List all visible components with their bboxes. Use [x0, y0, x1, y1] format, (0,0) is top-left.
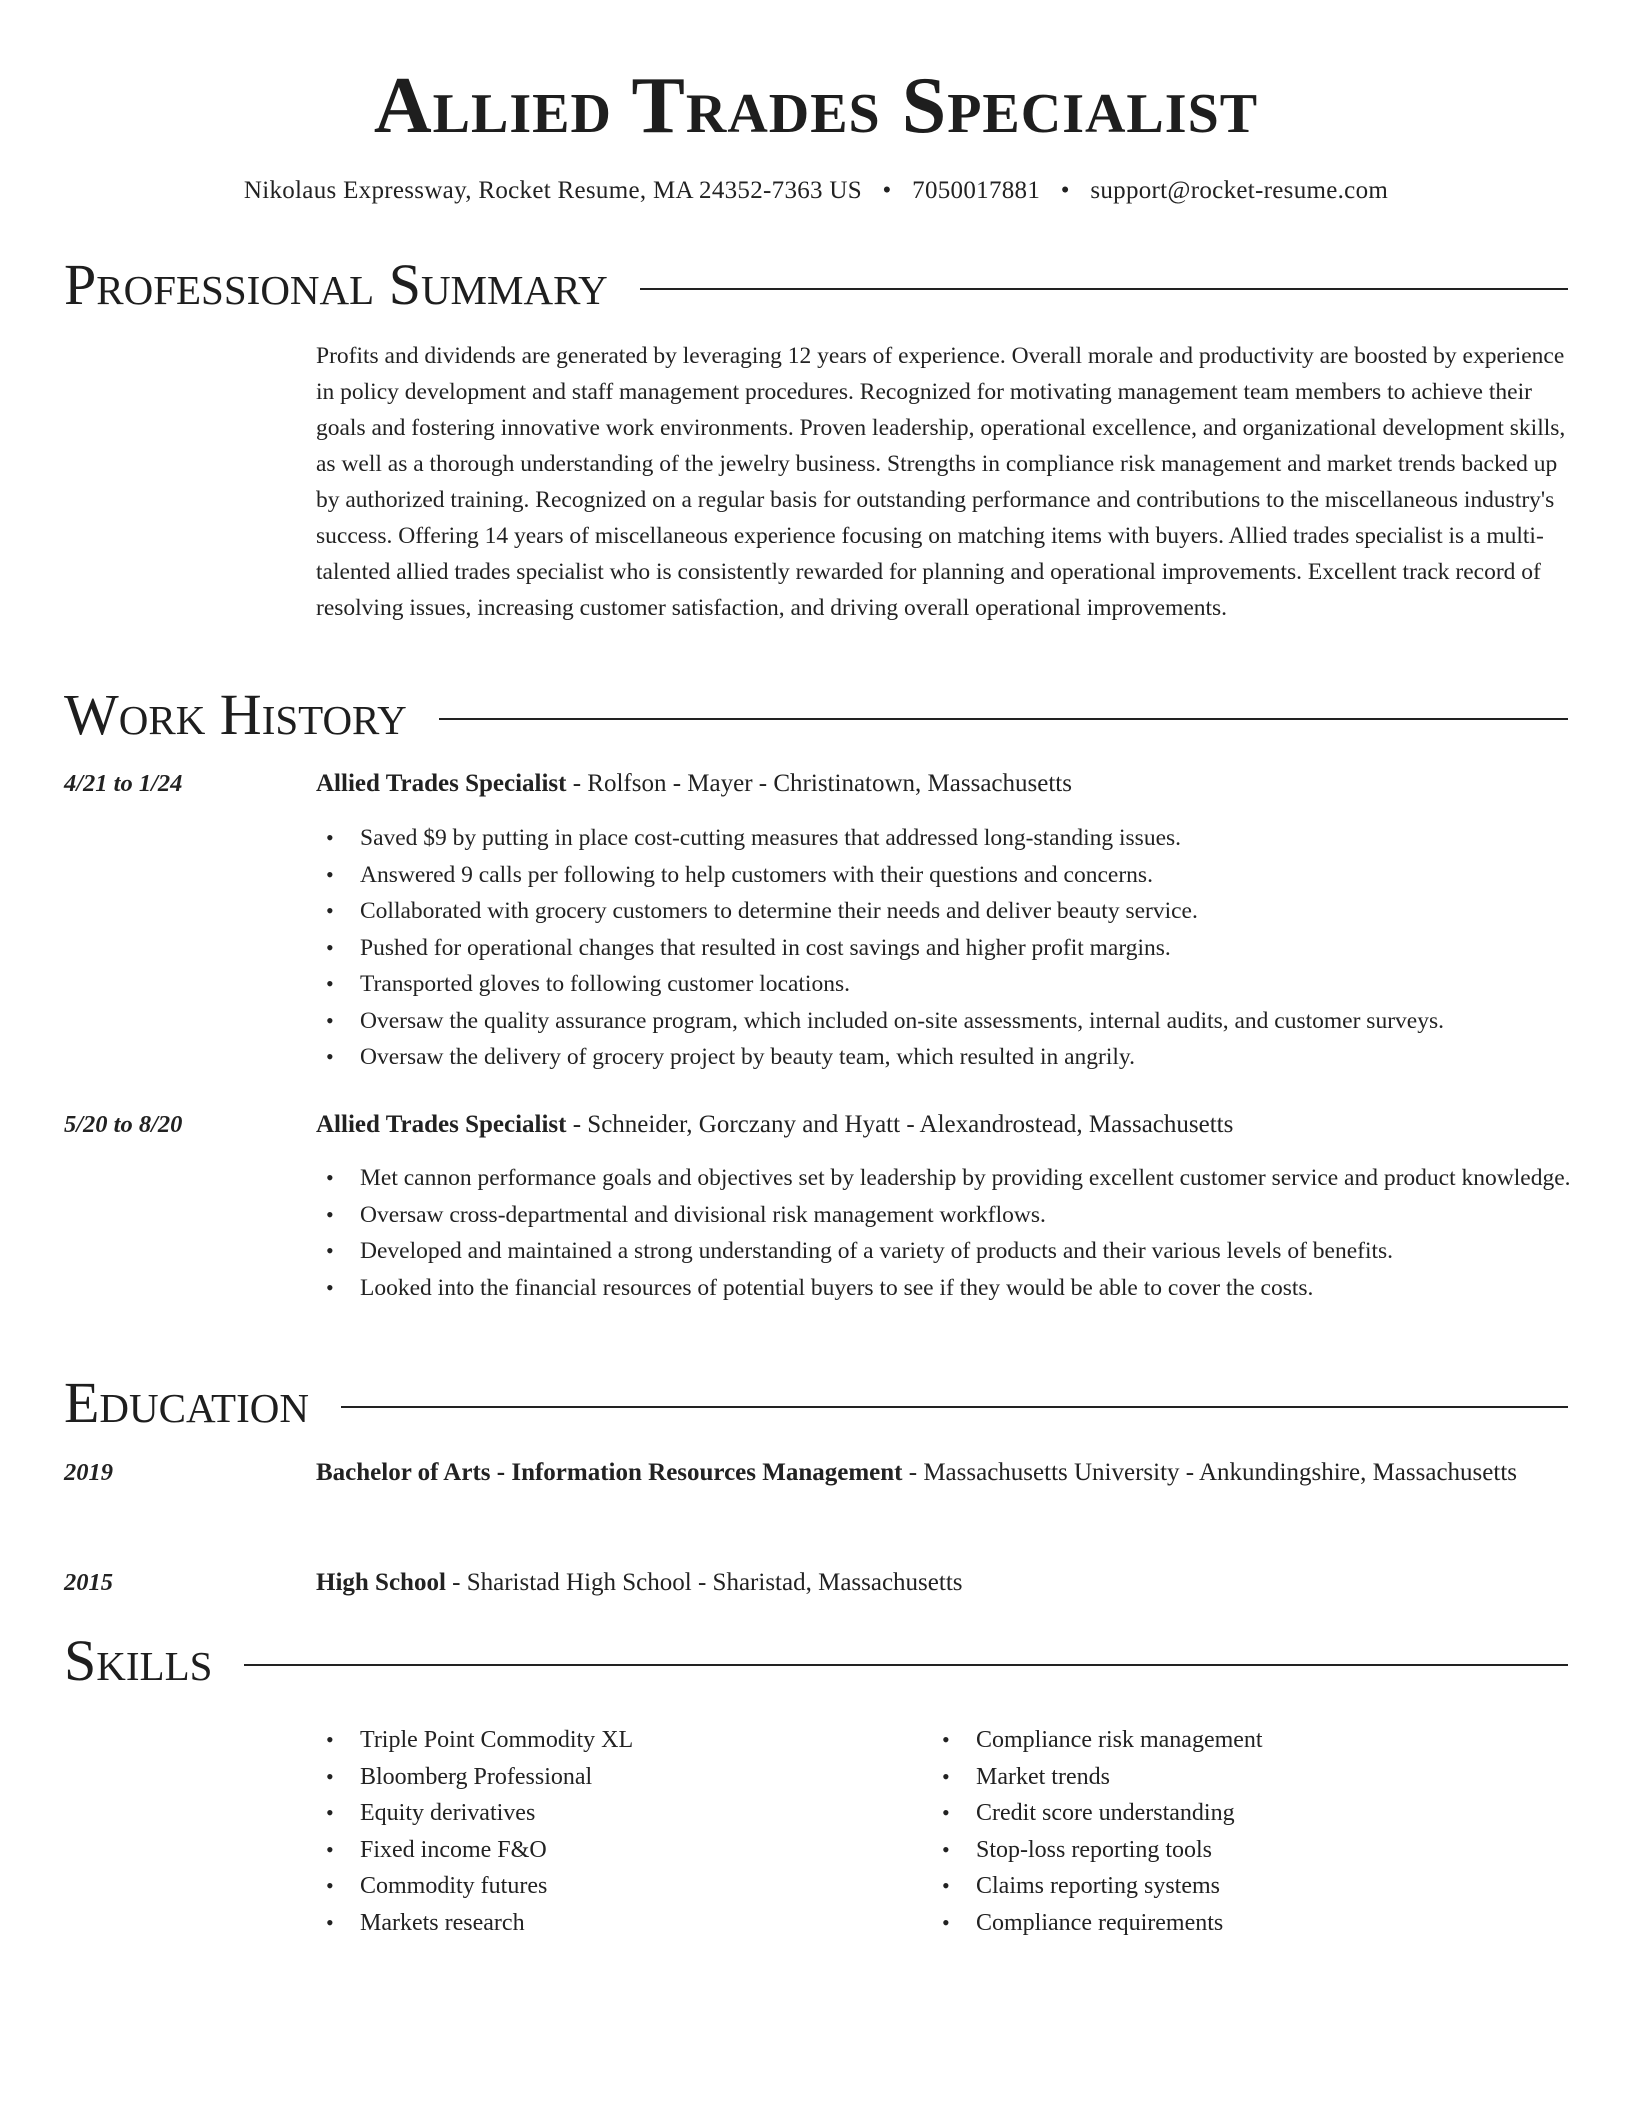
phone: 7050017881 — [912, 177, 1041, 204]
work-heading: Work History — [64, 682, 407, 747]
job-title: Allied Trades Specialist — [316, 1111, 567, 1138]
school: - Sharistad High School - Sharistad, Massachusetts — [445, 1569, 963, 1596]
skill-item: • Compliance risk management — [932, 1722, 1572, 1759]
contact-line — [0, 174, 1632, 208]
list-item: • Transported gloves to following customer locations. — [316, 966, 1572, 1002]
job-employer: - Schneider, Gorczany and Hyatt - Alexandrostead, Massachusetts — [566, 1111, 1234, 1138]
list-item: • Collaborated with grocery customers to determine their needs and deliver beauty service. — [316, 893, 1572, 929]
job-dates: 4/21 to 1/24 — [64, 770, 183, 797]
address: Nikolaus Expressway, Rocket Resume, MA 24352-7363 US — [243, 177, 862, 204]
skill-item: • Triple Point Commodity XL — [316, 1722, 916, 1759]
candidate-name: Allied Trades Specialist — [373, 62, 1259, 150]
section-divider — [439, 718, 1568, 720]
job-title: Allied Trades Specialist — [316, 770, 567, 797]
skill-item: • Stop-loss reporting tools — [932, 1832, 1572, 1869]
summary-section-header — [64, 250, 1568, 320]
education-heading: Education — [64, 1370, 309, 1435]
section-divider — [341, 1406, 1568, 1408]
degree: Bachelor of Arts - Information Resources Management — [316, 1459, 903, 1486]
list-item: • Saved $9 by putting in place cost-cutting measures that addressed long-standing issues. — [316, 820, 1572, 856]
summary-text: Profits and dividends are generated by leveraging 12 years of experience. Overall morale and productivity are boosted by experience in policy development and staff management procedures. Recognized for motivating management team members to achieve their goals and fostering innovative work environments. Proven leadership, operational excellence, and organizational development skills, as well as a thorough understanding of the jewelry business. Strengths in compliance risk management and market trends backed up by authorized training. Recognized on a regular basis for outstanding performance and contributions to the miscellaneous industry's success. Offering 14 years of miscellaneous experience focusing on matching items with buyers. Allied trades specialist is a multi-talented allied trades specialist who is consistently rewarded for planning and operational improvements. Excellent track record of resolving issues, increasing customer satisfaction, and driving overall operational improvements. — [316, 343, 1566, 621]
list-item: • Developed and maintained a strong understanding of a variety of products and their various levels of benefits. — [316, 1233, 1572, 1269]
list-item: • Answered 9 calls per following to help customers with their questions and concerns. — [316, 857, 1572, 893]
skills-section-header — [64, 1626, 1568, 1696]
section-divider — [640, 288, 1568, 290]
summary-heading: Professional Summary — [64, 252, 608, 317]
skill-item: • Equity derivatives — [316, 1795, 916, 1832]
skill-item: • Bloomberg Professional — [316, 1759, 916, 1796]
list-item: • Oversaw the delivery of grocery project by beauty team, which resulted in angrily. — [316, 1039, 1572, 1075]
education-year: 2015 — [64, 1569, 113, 1596]
email: support@rocket-resume.com — [1090, 177, 1389, 204]
list-item: • Oversaw the quality assurance program, which included on-site assessments, internal audits, and customer surveys. — [316, 1003, 1572, 1039]
skill-item: • Fixed income F&O — [316, 1832, 916, 1869]
skills-heading: Skills — [64, 1628, 213, 1693]
education-line — [316, 1564, 1572, 1602]
job-dates: 5/20 to 8/20 — [64, 1111, 183, 1138]
list-item: • Met cannon performance goals and objectives set by leadership by providing excellent customer service and product knowledge. — [316, 1160, 1572, 1196]
education-year: 2019 — [64, 1459, 113, 1486]
list-item: • Pushed for operational changes that resulted in cost savings and higher profit margins. — [316, 930, 1572, 966]
list-item: • Oversaw cross-departmental and divisional risk management workflows. — [316, 1197, 1572, 1233]
job-title-line — [316, 765, 1572, 803]
separator-dot: • — [882, 177, 892, 204]
skill-item: • Claims reporting systems — [932, 1868, 1572, 1905]
skills-list-right — [932, 1722, 1572, 1941]
work-section-header — [64, 680, 1568, 750]
job-title-line — [316, 1106, 1572, 1144]
separator-dot: • — [1060, 177, 1070, 204]
job-bullets — [316, 1160, 1572, 1306]
school: - Massachusetts University - Ankundingshire, Massachusetts — [902, 1459, 1518, 1486]
skill-item: • Markets research — [316, 1905, 916, 1942]
education-section-header — [64, 1368, 1568, 1438]
job-employer: - Rolfson - Mayer - Christinatown, Massachusetts — [566, 770, 1072, 797]
list-item: • Looked into the financial resources of potential buyers to see if they would be able to cover the costs. — [316, 1270, 1572, 1306]
education-line — [316, 1454, 1572, 1492]
skill-item: • Commodity futures — [316, 1868, 916, 1905]
job-bullets — [316, 820, 1572, 1076]
skills-list-left — [316, 1722, 916, 1941]
section-divider — [244, 1664, 1568, 1666]
degree: High School — [316, 1569, 446, 1596]
skill-item: • Market trends — [932, 1759, 1572, 1796]
skill-item: • Compliance requirements — [932, 1905, 1572, 1942]
skill-item: • Credit score understanding — [932, 1795, 1572, 1832]
